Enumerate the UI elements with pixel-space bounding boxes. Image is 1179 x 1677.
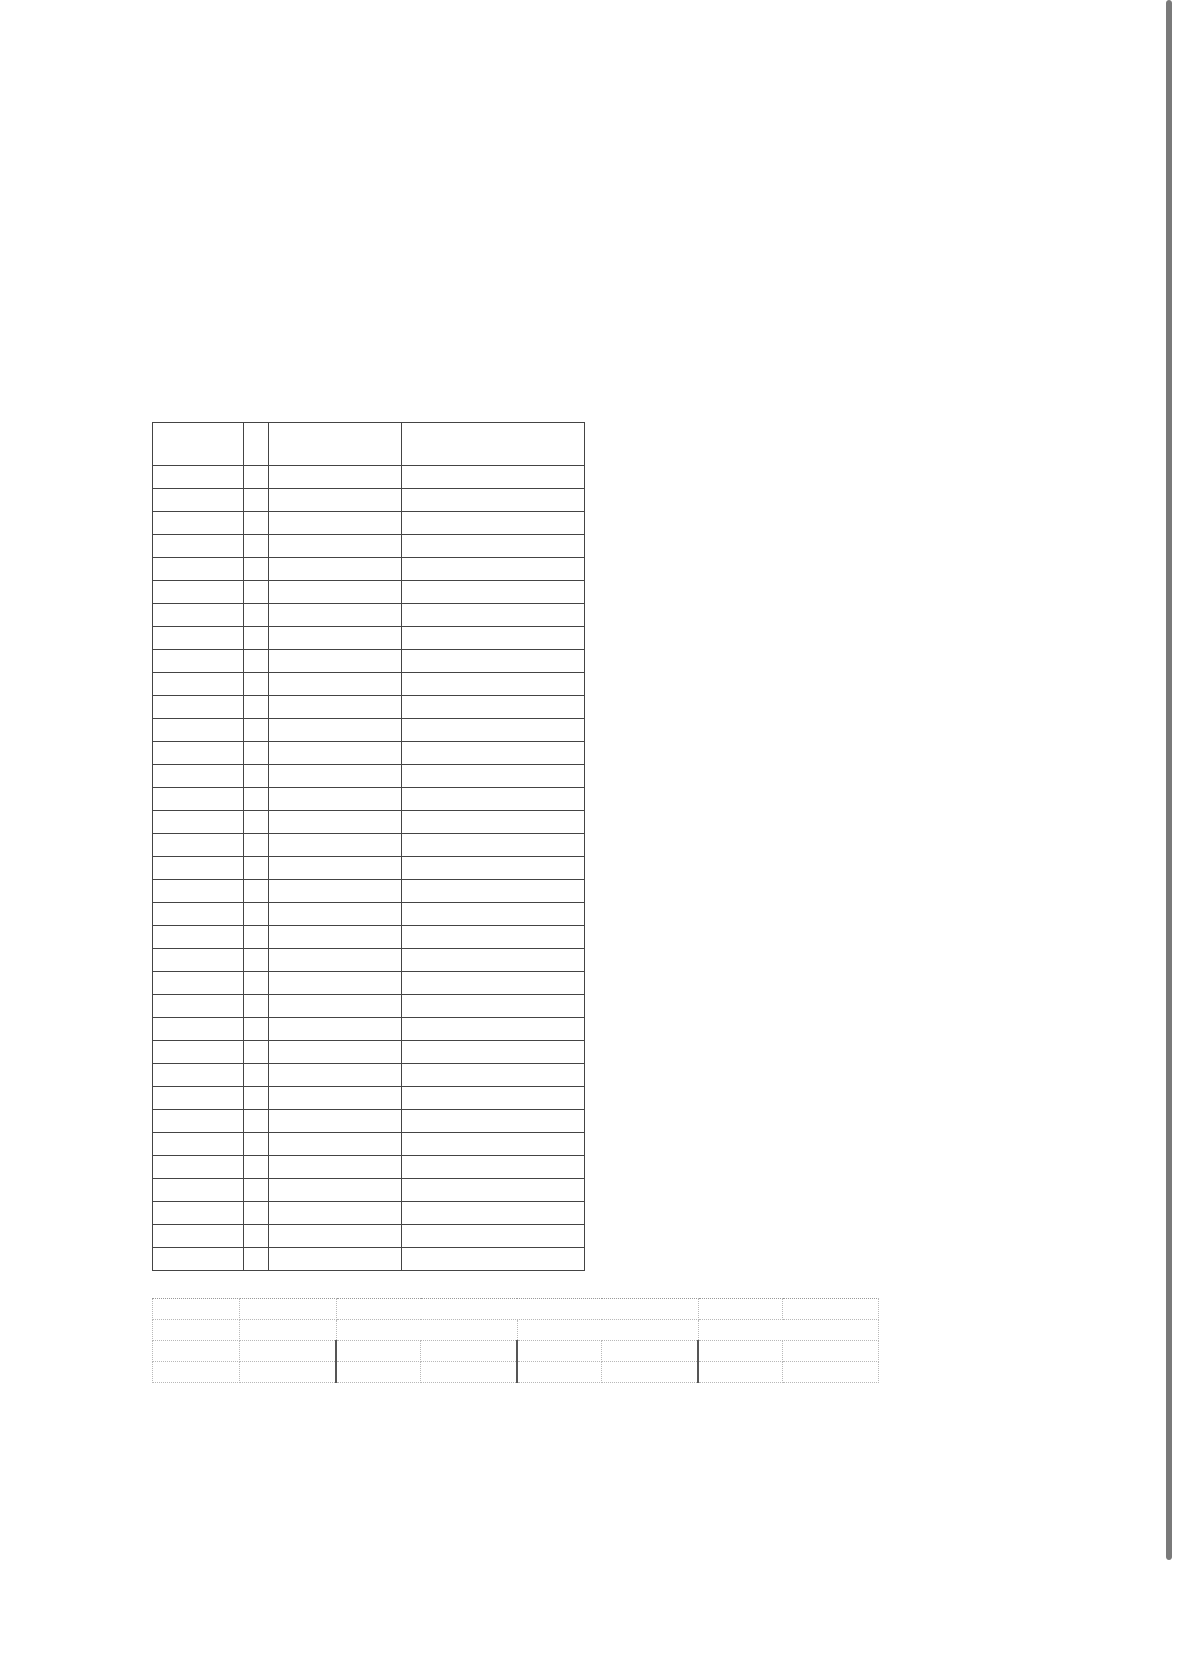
table-row <box>153 558 585 581</box>
gain-cell <box>402 811 585 834</box>
gain-cell <box>402 742 585 765</box>
vin-cell <box>244 1064 269 1087</box>
vin-cell <box>244 627 269 650</box>
gain-cell <box>402 949 585 972</box>
vout-cell <box>269 535 402 558</box>
vout-cell <box>269 995 402 1018</box>
header-vout <box>269 423 402 466</box>
vcvs-table <box>152 1298 879 1383</box>
frequency-cell <box>153 466 244 489</box>
vout-cell <box>269 719 402 742</box>
gain-cell <box>402 1248 585 1271</box>
frequency-cell <box>153 673 244 696</box>
vin-cell <box>244 558 269 581</box>
vin-cell <box>244 834 269 857</box>
gain-cell <box>402 512 585 535</box>
vout-cell <box>269 903 402 926</box>
gain-cell <box>402 489 585 512</box>
table-row <box>153 742 585 765</box>
frequency-cell <box>153 742 244 765</box>
vout-cell <box>269 466 402 489</box>
vin-cell <box>244 1087 269 1110</box>
gain-cell <box>402 765 585 788</box>
table-row <box>153 512 585 535</box>
header-gain <box>402 423 585 466</box>
cheb05-fn <box>517 1362 602 1383</box>
vin-cell <box>244 788 269 811</box>
vin-cell <box>244 1156 269 1179</box>
gain-cell <box>402 673 585 696</box>
table-row <box>153 1110 585 1133</box>
table-row <box>153 1179 585 1202</box>
vin-cell <box>244 466 269 489</box>
gain-cell <box>402 696 585 719</box>
subhead-fn <box>336 1341 421 1362</box>
frequency-cell <box>153 696 244 719</box>
frequency-cell <box>153 581 244 604</box>
table-row <box>153 903 585 926</box>
subhead-fn <box>517 1341 602 1362</box>
frequency-cell <box>153 650 244 673</box>
table-row <box>153 1225 585 1248</box>
frequency-cell <box>153 1133 244 1156</box>
cheb20-fn <box>698 1362 783 1383</box>
frequency-cell <box>153 857 244 880</box>
subhead-k <box>602 1341 699 1362</box>
vin-cell <box>244 1202 269 1225</box>
frequency-cell <box>153 788 244 811</box>
frequency-cell <box>153 558 244 581</box>
vout-cell <box>269 926 402 949</box>
table-row <box>153 696 585 719</box>
header-vin <box>244 423 269 466</box>
vout-cell <box>269 650 402 673</box>
vin-cell <box>244 1018 269 1041</box>
frequency-cell <box>153 1110 244 1133</box>
table-row <box>153 995 585 1018</box>
frequency-cell <box>153 604 244 627</box>
frequency-cell <box>153 1179 244 1202</box>
vin-cell <box>244 1248 269 1271</box>
frequency-cell <box>153 926 244 949</box>
gain-cell <box>402 926 585 949</box>
vcvs-table-body <box>153 1299 879 1383</box>
family-bessel <box>336 1320 517 1341</box>
vout-cell <box>269 1064 402 1087</box>
vin-cell <box>244 1133 269 1156</box>
gain-cell <box>402 650 585 673</box>
frequency-cell <box>153 627 244 650</box>
vout-cell <box>269 1248 402 1271</box>
vin-cell <box>244 765 269 788</box>
frequency-cell <box>153 1248 244 1271</box>
subhead-fn <box>698 1341 783 1362</box>
frequency-cell <box>153 1018 244 1041</box>
vin-cell <box>244 719 269 742</box>
gain-cell <box>402 1064 585 1087</box>
vout-cell <box>269 1179 402 1202</box>
vout-cell <box>269 972 402 995</box>
vin-cell <box>244 650 269 673</box>
vout-cell <box>269 811 402 834</box>
frequency-cell <box>153 972 244 995</box>
vin-cell <box>244 512 269 535</box>
vout-cell <box>269 1087 402 1110</box>
gain-cell <box>402 834 585 857</box>
vin-cell <box>244 949 269 972</box>
measurement-table-body <box>153 466 585 1271</box>
gain-cell <box>402 1202 585 1225</box>
subhead-k <box>421 1341 518 1362</box>
vout-cell <box>269 1202 402 1225</box>
vcvs-title <box>336 1299 698 1320</box>
frequency-cell <box>153 880 244 903</box>
gain-cell <box>402 466 585 489</box>
poles-label <box>153 1341 240 1362</box>
vin-cell <box>244 880 269 903</box>
cheb20-k <box>783 1362 879 1383</box>
vout-cell <box>269 489 402 512</box>
gain-cell <box>402 1018 585 1041</box>
frequency-cell <box>153 512 244 535</box>
vin-cell <box>244 903 269 926</box>
vin-cell <box>244 995 269 1018</box>
table-row <box>153 857 585 880</box>
scrollbar[interactable] <box>1166 0 1172 1560</box>
table-row <box>153 627 585 650</box>
vout-cell <box>269 1133 402 1156</box>
gain-cell <box>402 880 585 903</box>
table-row <box>153 535 585 558</box>
gain-cell <box>402 1087 585 1110</box>
vin-cell <box>244 604 269 627</box>
table-row <box>153 1248 585 1271</box>
table-row <box>153 1064 585 1087</box>
vin-cell <box>244 489 269 512</box>
table-row <box>153 1202 585 1225</box>
gain-cell <box>402 1179 585 1202</box>
table-row <box>153 788 585 811</box>
subhead-k <box>783 1341 879 1362</box>
vin-cell <box>244 926 269 949</box>
gain-cell <box>402 604 585 627</box>
frequency-cell <box>153 1064 244 1087</box>
table-row <box>153 466 585 489</box>
gain-cell <box>402 1225 585 1248</box>
table-row <box>153 926 585 949</box>
vcvs-row-2-poles <box>153 1362 879 1383</box>
frequency-cell <box>153 1202 244 1225</box>
frequency-cell <box>153 995 244 1018</box>
vout-cell <box>269 1156 402 1179</box>
frequency-cell <box>153 811 244 834</box>
vout-cell <box>269 1018 402 1041</box>
vin-cell <box>244 1110 269 1133</box>
bessel-k <box>421 1362 518 1383</box>
vin-cell <box>244 857 269 880</box>
table-row <box>153 972 585 995</box>
table-row <box>153 604 585 627</box>
header-frequency <box>153 423 244 466</box>
vout-cell <box>269 696 402 719</box>
table-row <box>153 1156 585 1179</box>
gain-cell <box>402 1041 585 1064</box>
frequency-cell <box>153 834 244 857</box>
vin-cell <box>244 673 269 696</box>
gain-cell <box>402 788 585 811</box>
table-row <box>153 650 585 673</box>
gain-cell <box>402 558 585 581</box>
cheb05-k <box>602 1362 699 1383</box>
table-row <box>153 811 585 834</box>
gain-cell <box>402 903 585 926</box>
vout-cell <box>269 581 402 604</box>
gain-cell <box>402 627 585 650</box>
bessel-fn <box>336 1362 421 1383</box>
table-row <box>153 673 585 696</box>
vin-cell <box>244 1179 269 1202</box>
frequency-cell <box>153 903 244 926</box>
family-butterworth <box>240 1320 337 1341</box>
subhead-k <box>240 1341 337 1362</box>
table-row <box>153 1018 585 1041</box>
vout-cell <box>269 765 402 788</box>
frequency-cell <box>153 1225 244 1248</box>
table-row <box>153 949 585 972</box>
gain-cell <box>402 719 585 742</box>
frequency-cell <box>153 719 244 742</box>
table-row <box>153 719 585 742</box>
vout-cell <box>269 1225 402 1248</box>
gain-cell <box>402 972 585 995</box>
table-row <box>153 880 585 903</box>
gain-cell <box>402 1133 585 1156</box>
vout-cell <box>269 1041 402 1064</box>
table-row <box>153 765 585 788</box>
gain-cell <box>402 535 585 558</box>
vin-cell <box>244 742 269 765</box>
problem-statement <box>144 50 1084 60</box>
butterworth-k <box>240 1362 337 1383</box>
vin-cell <box>244 972 269 995</box>
gain-cell <box>402 995 585 1018</box>
vout-cell <box>269 604 402 627</box>
table-row <box>153 489 585 512</box>
vin-cell <box>244 1225 269 1248</box>
table-row <box>153 1041 585 1064</box>
vin-cell <box>244 535 269 558</box>
vout-cell <box>269 857 402 880</box>
gain-cell <box>402 1156 585 1179</box>
gain-cell <box>402 581 585 604</box>
vout-cell <box>269 673 402 696</box>
frequency-cell <box>153 489 244 512</box>
vout-cell <box>269 949 402 972</box>
table-row <box>153 834 585 857</box>
gain-cell <box>402 1110 585 1133</box>
vout-cell <box>269 1110 402 1133</box>
frequency-cell <box>153 765 244 788</box>
measurement-table-header <box>153 423 585 466</box>
table-row <box>153 1133 585 1156</box>
vout-cell <box>269 834 402 857</box>
gain-cell <box>402 857 585 880</box>
vin-cell <box>244 1041 269 1064</box>
family-chebyshev-05 <box>517 1320 698 1341</box>
poles-value <box>153 1362 240 1383</box>
vout-cell <box>269 880 402 903</box>
measurement-table <box>152 422 585 1271</box>
vin-cell <box>244 581 269 604</box>
frequency-cell <box>153 1087 244 1110</box>
vin-cell <box>244 696 269 719</box>
frequency-cell <box>153 949 244 972</box>
vout-cell <box>269 742 402 765</box>
vout-cell <box>269 512 402 535</box>
vin-cell <box>244 811 269 834</box>
table-row <box>153 1087 585 1110</box>
family-chebyshev-20 <box>698 1320 879 1341</box>
table-row <box>153 581 585 604</box>
vout-cell <box>269 627 402 650</box>
vout-cell <box>269 558 402 581</box>
frequency-cell <box>153 535 244 558</box>
frequency-cell <box>153 1041 244 1064</box>
vout-cell <box>269 788 402 811</box>
frequency-cell <box>153 1156 244 1179</box>
